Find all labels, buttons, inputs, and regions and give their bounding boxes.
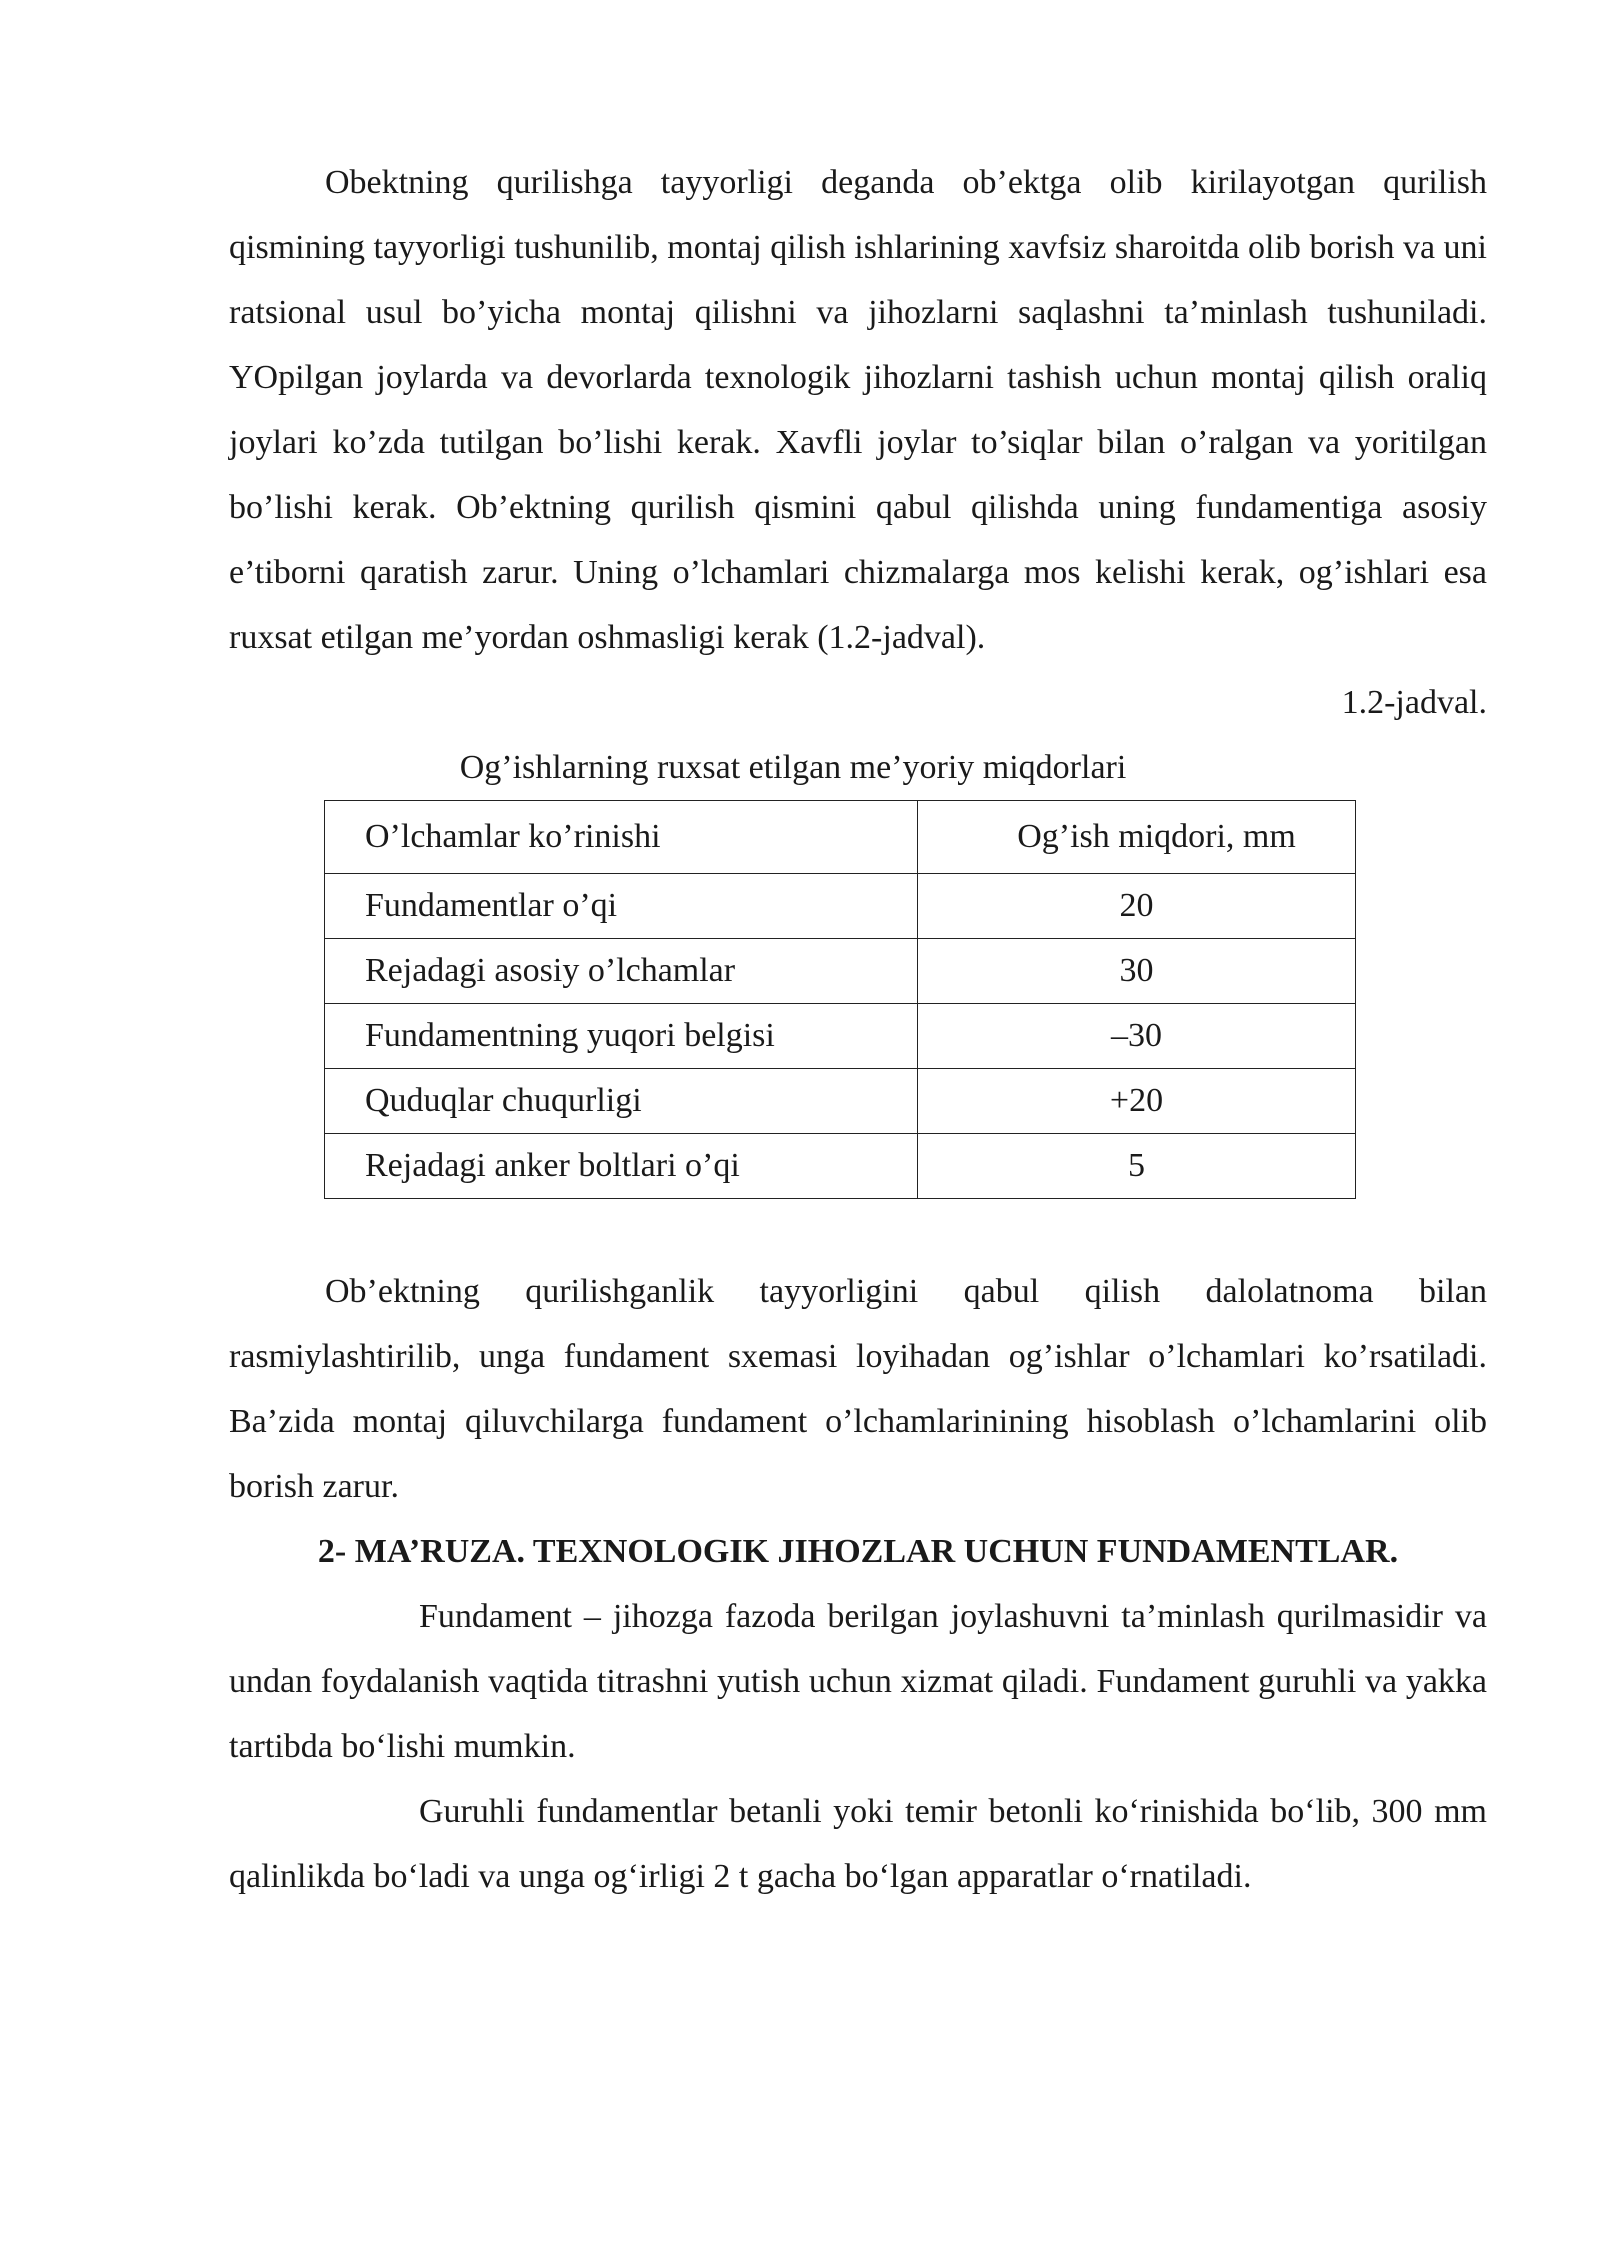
intro-paragraph: Obektning qurilishga tayyorligi deganda ob’ektga olib kirilayotgan qurilish qismining tayyorligi tushunilib, montaj qilish ishlarining xavfsiz sharoitda olib borish va uni ratsional usul bo’yicha montaj qilishni va jihozlarni saqlashni ta’minlash tushuniladi. YOpilgan joylarda va devorlarda texnologik jihozlarni tashish uchun montaj qilish oraliq joylari ko’zda tutilgan bo’lishi kerak. Xavfli joylar to’siqlar bilan o’ralgan va yoritilgan bo’lishi kerak. Ob’ektning qurilish qismini qabul qilishda uning fundamentiga asosiy e’tiborni qaratish zarur. Uning o’lchamlari chizmalarga mos kelishi kerak, og’ishlari esa ruxsat etilgan me’yordan oshmasligi kerak (1.2-jadval). xyxy=(229,164,1487,656)
table-cell-value: –30 xyxy=(918,1004,1356,1069)
table-row xyxy=(325,1004,1356,1069)
table-header-row xyxy=(325,801,1356,874)
acceptance-paragraph: Ob’ektning qurilishganlik tayyorligini qabul qilish dalolatnoma bilan rasmiylashtirilib, unga fundament sxemasi loyihadan og’ishlar o’lchamlari ko’rsatiladi. Ba’zida montaj qiluvchilarga fundament o’lchamlarinining hisoblash o’lchamlarini olib borish zarur. xyxy=(229,1273,1487,1505)
table-reference: 1.2-jadval. xyxy=(1341,684,1487,721)
table-header-cell: Og’ish miqdori, mm xyxy=(918,801,1356,874)
table-row xyxy=(325,1134,1356,1199)
table-caption: Og’ishlarning ruxsat etilgan me’yoriy miqdorlari xyxy=(459,749,1127,786)
table-cell-label: Rejadagi asosiy o’lchamlar xyxy=(325,939,918,1004)
table-cell-label: Rejadagi anker boltlari o’qi xyxy=(325,1134,918,1199)
table-cell-value: 5 xyxy=(918,1134,1356,1199)
document-page xyxy=(229,150,1487,1909)
table-row xyxy=(325,939,1356,1004)
table-cell-label: Quduqlar chuqurligi xyxy=(325,1069,918,1134)
table-cell-value: 20 xyxy=(918,874,1356,939)
table-cell-value: +20 xyxy=(918,1069,1356,1134)
section-paragraph: Fundament – jihozga fazoda berilgan joylashuvni ta’minlash qurilmasidir va undan foydalanish vaqtida titrashni yutish uchun xizmat qiladi. Fundament guruhli va yakka tartibda bo‘lishi mumkin. xyxy=(229,1598,1487,1765)
table-cell-label: Fundamentning yuqori belgisi xyxy=(325,1004,918,1069)
table-cell-value: 30 xyxy=(918,939,1356,1004)
deviation-table xyxy=(324,800,1356,1199)
section-paragraph: Guruhli fundamentlar betanli yoki temir betonli ko‘rinishida bo‘lib, 300 mm qalinlikda bo‘ladi va unga og‘irligi 2 t gacha bo‘lgan apparatlar o‘rnatiladi. xyxy=(229,1793,1487,1895)
table-cell-label: Fundamentlar o’qi xyxy=(325,874,918,939)
table-header-cell: O’lchamlar ko’rinishi xyxy=(325,801,918,874)
section-heading: 2- MA’RUZA. TEXNOLOGIK JIHOZLAR UCHUN FUNDAMENTLAR. xyxy=(317,1533,1399,1570)
table-row xyxy=(325,874,1356,939)
table-row xyxy=(325,1069,1356,1134)
